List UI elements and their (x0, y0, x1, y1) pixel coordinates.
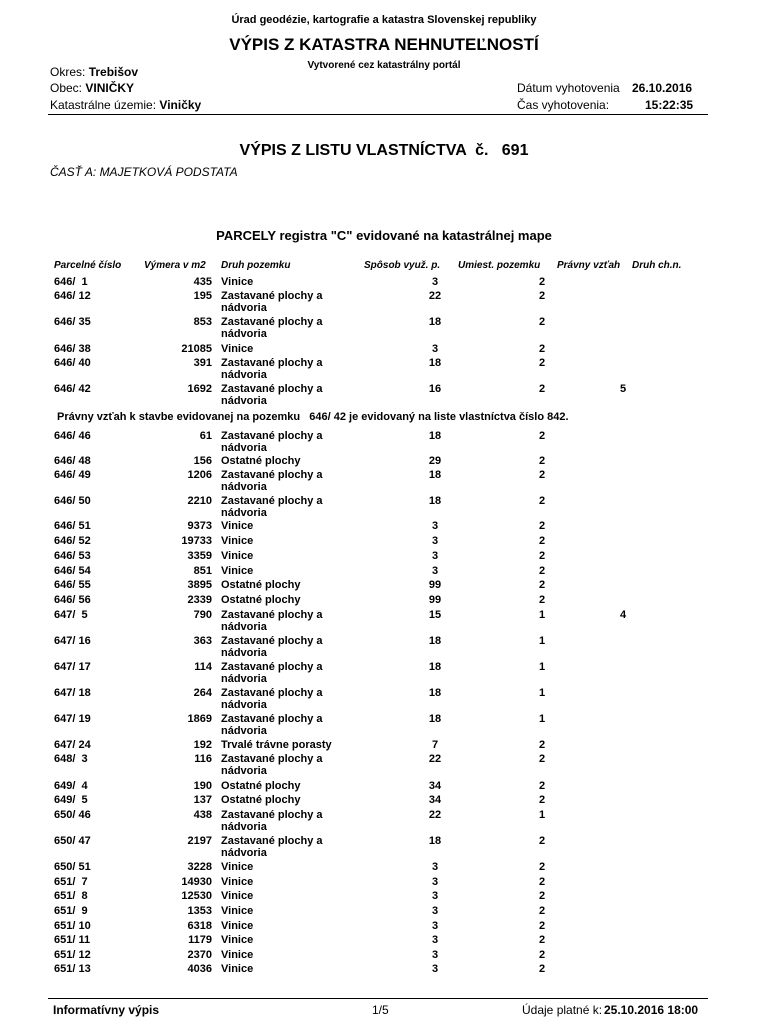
land-type-line1: Vinice (221, 890, 254, 902)
usage-code: 22 (428, 809, 442, 821)
parcel-number: 646/ 38 (54, 343, 91, 355)
area-value: 1353 (187, 905, 212, 917)
col-header-vymera: Výmera v m2 (144, 260, 206, 271)
location-code: 1 (538, 609, 546, 621)
parcel-number: 647/ 16 (54, 635, 91, 647)
area-value: 4036 (187, 963, 212, 975)
land-type-line1: Vinice (221, 861, 254, 873)
location-code: 1 (538, 687, 546, 699)
usage-code: 16 (428, 383, 442, 395)
land-type-line1: Ostatné plochy (221, 794, 301, 806)
land-type-line1: Vinice (221, 343, 254, 355)
land-type (221, 934, 253, 946)
parcel-number: 651/ 8 (54, 890, 88, 902)
land-type-line1: Zastavané plochy a (221, 383, 323, 395)
location-code: 2 (538, 430, 546, 442)
land-type-line1: Ostatné plochy (221, 455, 301, 467)
area-value: 790 (193, 609, 212, 621)
parcel-number: 646/ 35 (54, 316, 91, 328)
land-type-line1: Vinice (221, 905, 254, 917)
usage-code: 18 (428, 430, 442, 442)
land-type (221, 430, 323, 454)
usage-code: 18 (428, 661, 442, 673)
land-type-line1: Zastavané plochy a (221, 635, 323, 647)
usage-code: 3 (431, 535, 439, 547)
land-type (221, 579, 300, 591)
land-type-line1: Zastavané plochy a (221, 609, 323, 621)
datum-value: 26.10.2016 (632, 81, 693, 95)
usage-code: 15 (428, 609, 442, 621)
land-type (221, 963, 253, 975)
parcel-number: 646/ 51 (54, 520, 91, 532)
land-type (221, 687, 323, 711)
land-type-line1: Zastavané plochy a (221, 661, 323, 673)
document-title: VÝPIS Z KATASTRA NEHNUTEĽNOSTÍ (229, 35, 539, 54)
land-type-line1: Zastavané plochy a (221, 753, 323, 765)
area-value: 21085 (181, 343, 212, 355)
land-type (221, 520, 253, 532)
area-value: 851 (193, 565, 212, 577)
location-code: 1 (538, 809, 546, 821)
uzemie-value: Viničky (159, 98, 202, 112)
list-title: VÝPIS Z LISTU VLASTNÍCTVA č. 691 (239, 142, 529, 159)
land-type (221, 495, 323, 519)
area-value: 137 (193, 794, 212, 806)
usage-code: 18 (428, 635, 442, 647)
area-value: 3895 (187, 579, 212, 591)
obec-field (50, 81, 134, 95)
parcel-number: 647/ 18 (54, 687, 91, 699)
area-value: 1869 (187, 713, 212, 725)
land-type (221, 357, 323, 381)
land-type (221, 835, 323, 859)
land-type-line2: nádvoria (221, 481, 267, 493)
usage-code: 3 (431, 963, 439, 975)
usage-code: 3 (431, 520, 439, 532)
location-code: 2 (538, 794, 546, 806)
legal-relation: 5 (619, 383, 627, 395)
usage-code: 18 (428, 357, 442, 369)
uzemie-field (50, 98, 201, 112)
location-code: 2 (538, 565, 546, 577)
land-type (221, 949, 253, 961)
page-number: 1/5 (372, 1003, 389, 1017)
land-type-line1: Zastavané plochy a (221, 809, 323, 821)
land-type-line1: Vinice (221, 535, 254, 547)
cas-label: Čas vyhotovenia: (517, 98, 610, 112)
location-code: 1 (538, 713, 546, 725)
land-type-line1: Zastavané plochy a (221, 430, 323, 442)
obec-label: Obec: (50, 81, 83, 95)
land-type-line2: nádvoria (221, 765, 267, 777)
usage-code: 7 (431, 739, 439, 751)
parcel-number: 646/ 49 (54, 469, 91, 481)
usage-code: 18 (428, 469, 442, 481)
authority-name: Úrad geodézie, kartografie a katastra Slovenskej republiky (231, 14, 537, 26)
col-header-umiest: Umiest. pozemku (458, 260, 541, 271)
land-type (221, 609, 323, 633)
land-type-line1: Ostatné plochy (221, 780, 301, 792)
land-type-line1: Zastavané plochy a (221, 290, 323, 302)
usage-code: 3 (431, 565, 439, 577)
land-type (221, 794, 300, 806)
usage-code: 18 (428, 713, 442, 725)
land-type-line1: Vinice (221, 934, 254, 946)
land-type (221, 753, 323, 777)
parcel-number: 649/ 5 (54, 794, 88, 806)
area-value: 363 (193, 635, 212, 647)
land-type-line1: Vinice (221, 876, 254, 888)
parcel-number: 646/ 56 (54, 594, 91, 606)
parcels-heading: PARCELY registra "C" evidované na katastrálnej mape (216, 228, 552, 243)
location-code: 2 (538, 455, 546, 467)
area-value: 2210 (187, 495, 212, 507)
location-code: 2 (538, 920, 546, 932)
land-type (221, 455, 300, 467)
land-type (221, 809, 323, 833)
parcel-number: 646/ 52 (54, 535, 91, 547)
usage-code: 3 (431, 861, 439, 873)
land-type-line1: Zastavané plochy a (221, 835, 323, 847)
usage-code: 18 (428, 835, 442, 847)
location-code: 2 (538, 594, 546, 606)
valid-value: 25.10.2016 18:00 (604, 1003, 699, 1017)
land-type-line1: Vinice (221, 565, 254, 577)
location-code: 2 (538, 469, 546, 481)
area-value: 114 (194, 661, 212, 673)
table-header (0, 260, 768, 274)
land-type (221, 905, 253, 917)
area-value: 156 (193, 455, 212, 467)
datum-label: Dátum vyhotovenia (517, 81, 620, 95)
col-header-druh: Druh pozemku (221, 260, 291, 271)
land-type (221, 565, 253, 577)
land-type (221, 920, 253, 932)
parcel-number: 650/ 47 (54, 835, 91, 847)
location-code: 2 (538, 383, 546, 395)
footer-left: Informatívny výpis (53, 1003, 160, 1017)
area-value: 2197 (187, 835, 212, 847)
parcel-number: 647/ 17 (54, 661, 91, 673)
land-type-line2: nádvoria (221, 699, 267, 711)
land-type-line2: nádvoria (221, 647, 267, 659)
legal-relation: 4 (619, 609, 627, 621)
land-type-line1: Ostatné plochy (221, 594, 301, 606)
location-code: 2 (538, 934, 546, 946)
uzemie-label: Katastrálne územie: (50, 98, 157, 112)
location-code: 2 (538, 495, 546, 507)
parcel-number: 646/ 46 (54, 430, 91, 442)
usage-code: 18 (428, 687, 442, 699)
land-type-line1: Ostatné plochy (221, 579, 301, 591)
part-label: ČASŤ A: MAJETKOVÁ PODSTATA (50, 165, 238, 179)
land-type (221, 635, 323, 659)
location-code: 2 (538, 343, 546, 355)
area-value: 853 (193, 316, 212, 328)
parcel-number: 646/ 48 (54, 455, 91, 467)
parcel-number: 647/ 24 (54, 739, 91, 751)
usage-code: 3 (431, 934, 439, 946)
header-divider (48, 114, 708, 115)
land-type (221, 383, 323, 407)
location-code: 2 (538, 753, 546, 765)
land-type (221, 316, 323, 340)
area-value: 3359 (187, 550, 212, 562)
area-value: 190 (193, 780, 212, 792)
col-header-parcelne: Parcelné číslo (54, 260, 122, 271)
usage-code: 18 (428, 495, 442, 507)
land-type (221, 713, 323, 737)
land-type-line2: nádvoria (221, 673, 267, 685)
land-type-line1: Zastavané plochy a (221, 357, 323, 369)
location-code: 1 (538, 661, 546, 673)
location-code: 2 (538, 876, 546, 888)
land-type-line1: Vinice (221, 276, 254, 288)
usage-code: 3 (431, 343, 439, 355)
area-value: 264 (193, 687, 212, 699)
land-type-line1: Zastavané plochy a (221, 469, 323, 481)
area-value: 195 (193, 290, 212, 302)
location-code: 2 (538, 963, 546, 975)
col-header-druhch: Druh ch.n. (632, 260, 682, 271)
land-type (221, 861, 253, 873)
area-value: 391 (193, 357, 212, 369)
land-type-line1: Zastavané plochy a (221, 495, 323, 507)
parcel-number: 646/ 54 (54, 565, 91, 577)
land-type (221, 343, 253, 355)
land-type-line2: nádvoria (221, 725, 267, 737)
area-value: 9373 (187, 520, 212, 532)
land-type (221, 276, 253, 288)
usage-code: 18 (428, 316, 442, 328)
land-type (221, 739, 332, 751)
land-type (221, 594, 300, 606)
usage-code: 3 (431, 920, 439, 932)
location-code: 2 (538, 579, 546, 591)
land-type-line2: nádvoria (221, 328, 267, 340)
land-type (221, 535, 253, 547)
parcel-number: 651/ 9 (54, 905, 88, 917)
land-type-line1: Vinice (221, 949, 254, 961)
land-type-line1: Vinice (221, 550, 254, 562)
col-header-pravny: Právny vzťah (557, 260, 621, 271)
parcel-number: 647/ 19 (54, 713, 91, 725)
area-value: 116 (194, 753, 212, 765)
usage-code: 3 (431, 276, 439, 288)
parcel-number: 648/ 3 (54, 753, 88, 765)
location-code: 2 (538, 357, 546, 369)
legal-relation-note: Právny vzťah k stavbe evidovanej na pozemku 646/ 42 je evidovaný na liste vlastníctva číslo 842. (57, 411, 569, 423)
location-code: 2 (538, 905, 546, 917)
parcel-number: 646/ 40 (54, 357, 91, 369)
parcel-number: 646/ 1 (54, 276, 88, 288)
parcel-number: 651/ 11 (54, 934, 91, 946)
usage-code: 22 (428, 290, 442, 302)
land-type-line1: Vinice (221, 920, 254, 932)
area-value: 192 (193, 739, 212, 751)
location-code: 2 (538, 535, 546, 547)
land-type-line1: Vinice (221, 520, 254, 532)
area-value: 61 (199, 430, 212, 442)
land-type-line2: nádvoria (221, 442, 267, 454)
usage-code: 99 (428, 579, 442, 591)
usage-code: 99 (428, 594, 442, 606)
area-value: 2370 (187, 949, 212, 961)
land-type (221, 469, 323, 493)
land-type-line2: nádvoria (221, 847, 267, 859)
location-code: 2 (538, 739, 546, 751)
area-value: 1692 (187, 383, 212, 395)
area-value: 2339 (187, 594, 212, 606)
parcel-number: 650/ 46 (54, 809, 91, 821)
parcel-number: 646/ 53 (54, 550, 91, 562)
area-value: 438 (193, 809, 212, 821)
land-type (221, 550, 253, 562)
land-type-line1: Zastavané plochy a (221, 713, 323, 725)
usage-code: 3 (431, 905, 439, 917)
land-type-line2: nádvoria (221, 821, 267, 833)
parcel-number: 651/ 10 (54, 920, 91, 932)
location-code: 2 (538, 290, 546, 302)
land-type (221, 661, 323, 685)
land-type-line1: Zastavané plochy a (221, 687, 323, 699)
parcel-number: 646/ 12 (54, 290, 91, 302)
land-type-line1: Trvalé trávne porasty (221, 739, 332, 751)
land-type-line2: nádvoria (221, 507, 267, 519)
parcel-number: 646/ 42 (54, 383, 91, 395)
location-code: 2 (538, 861, 546, 873)
usage-code: 3 (431, 876, 439, 888)
location-code: 2 (538, 276, 546, 288)
okres-value: Trebišov (88, 65, 139, 79)
location-code: 2 (538, 780, 546, 792)
usage-code: 3 (431, 550, 439, 562)
obec-value: VINIČKY (85, 81, 135, 95)
parcel-number: 651/ 7 (54, 876, 88, 888)
land-type-line1: Zastavané plochy a (221, 316, 323, 328)
location-code: 2 (538, 520, 546, 532)
usage-code: 29 (428, 455, 442, 467)
location-code: 2 (538, 890, 546, 902)
usage-code: 3 (431, 890, 439, 902)
land-type-line1: Vinice (221, 963, 254, 975)
area-value: 1206 (187, 469, 212, 481)
parcel-number: 646/ 55 (54, 579, 91, 591)
land-type (221, 780, 300, 792)
parcel-number: 646/ 50 (54, 495, 91, 507)
area-value: 435 (193, 276, 212, 288)
okres-label: Okres: (50, 65, 86, 79)
cas-value: 15:22:35 (645, 98, 694, 112)
location-code: 2 (538, 949, 546, 961)
document-subtitle: Vytvorené cez katastrálny portál (307, 60, 461, 71)
land-type (221, 290, 323, 314)
land-type-line2: nádvoria (221, 621, 267, 633)
land-type-line2: nádvoria (221, 395, 267, 407)
land-type (221, 890, 253, 902)
area-value: 6318 (187, 920, 212, 932)
usage-code: 3 (431, 949, 439, 961)
parcel-number: 651/ 13 (54, 963, 91, 975)
parcel-number: 649/ 4 (54, 780, 88, 792)
footer-divider (48, 998, 708, 999)
area-value: 19733 (181, 535, 212, 547)
land-type-line2: nádvoria (221, 302, 267, 314)
area-value: 3228 (187, 861, 212, 873)
area-value: 1179 (188, 934, 212, 946)
location-code: 2 (538, 550, 546, 562)
area-value: 12530 (181, 890, 212, 902)
usage-code: 22 (428, 753, 442, 765)
location-code: 2 (538, 316, 546, 328)
location-code: 2 (538, 835, 546, 847)
okres-field (50, 65, 138, 79)
parcel-number: 651/ 12 (54, 949, 91, 961)
usage-code: 34 (428, 780, 442, 792)
land-type (221, 876, 253, 888)
valid-label: Údaje platné k: (522, 1003, 603, 1017)
usage-code: 34 (428, 794, 442, 806)
parcel-number: 650/ 51 (54, 861, 91, 873)
location-code: 1 (538, 635, 546, 647)
col-header-sposob: Spôsob využ. p. (364, 260, 441, 271)
land-type-line2: nádvoria (221, 369, 267, 381)
area-value: 14930 (181, 876, 212, 888)
parcel-number: 647/ 5 (54, 609, 88, 621)
